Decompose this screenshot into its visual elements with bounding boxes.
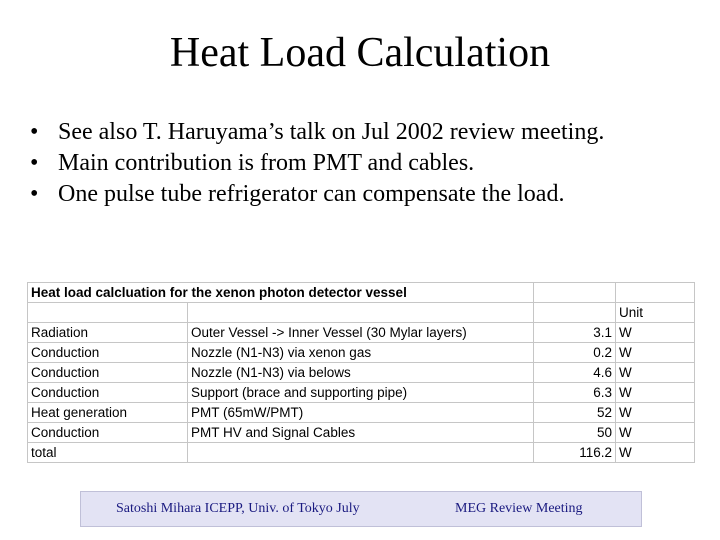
row-source: Support (brace and supporting pipe) (188, 383, 534, 403)
bullet-icon: • (30, 181, 39, 207)
row-value: 3.1 (534, 323, 616, 343)
row-type: Conduction (28, 363, 188, 383)
slide-title: Heat Load Calculation (169, 30, 551, 76)
table-row (28, 403, 695, 423)
row-unit: W (616, 383, 695, 403)
total-label: total (28, 443, 188, 463)
row-value: 50 (534, 423, 616, 443)
row-source: Nozzle (N1-N3) via xenon gas (188, 343, 534, 363)
row-unit: W (616, 323, 695, 343)
bullet-item (30, 148, 690, 179)
table-row (28, 323, 695, 343)
empty-cell (188, 303, 534, 323)
bullet-icon: • (30, 150, 39, 176)
row-unit: W (616, 403, 695, 423)
bullet-item (30, 117, 690, 148)
table-header-row (28, 303, 695, 323)
row-unit: W (616, 343, 695, 363)
row-value: 52 (534, 403, 616, 423)
footer-meeting: MEG Review Meeting (455, 501, 583, 516)
row-unit: W (616, 423, 695, 443)
row-value: 4.6 (534, 363, 616, 383)
row-source: PMT HV and Signal Cables (188, 423, 534, 443)
row-source: Nozzle (N1-N3) via belows (188, 363, 534, 383)
empty-cell (188, 443, 534, 463)
table-caption-row (28, 283, 695, 303)
empty-cell (28, 303, 188, 323)
bullet-list (30, 117, 690, 210)
heat-load-table (27, 282, 695, 463)
unit-header: Unit (616, 303, 695, 323)
row-unit: W (616, 363, 695, 383)
row-type: Conduction (28, 423, 188, 443)
bullet-item (30, 179, 690, 210)
bullet-text: See also T. Haruyama’s talk on Jul 2002 review meeting. (58, 119, 605, 145)
footer-bar (80, 491, 642, 527)
row-type: Conduction (28, 343, 188, 363)
total-unit: W (616, 443, 695, 463)
row-source: PMT (65mW/PMT) (188, 403, 534, 423)
row-value: 0.2 (534, 343, 616, 363)
table-row (28, 383, 695, 403)
table-row (28, 343, 695, 363)
row-type: Conduction (28, 383, 188, 403)
row-source: Outer Vessel -> Inner Vessel (30 Mylar layers) (188, 323, 534, 343)
bullet-text: One pulse tube refrigerator can compensate the load. (58, 181, 565, 207)
empty-cell (534, 283, 616, 303)
bullet-text: Main contribution is from PMT and cables. (58, 150, 475, 176)
empty-cell (616, 283, 695, 303)
row-type: Radiation (28, 323, 188, 343)
empty-cell (534, 303, 616, 323)
total-row (28, 443, 695, 463)
table-row (28, 363, 695, 383)
table-row (28, 423, 695, 443)
footer-author: Satoshi Mihara ICEPP, Univ. of Tokyo July (116, 501, 360, 516)
bullet-icon: • (30, 119, 39, 145)
table-caption: Heat load calcluation for the xenon photon detector vessel (28, 283, 534, 303)
row-value: 6.3 (534, 383, 616, 403)
total-value: 116.2 (534, 443, 616, 463)
row-type: Heat generation (28, 403, 188, 423)
